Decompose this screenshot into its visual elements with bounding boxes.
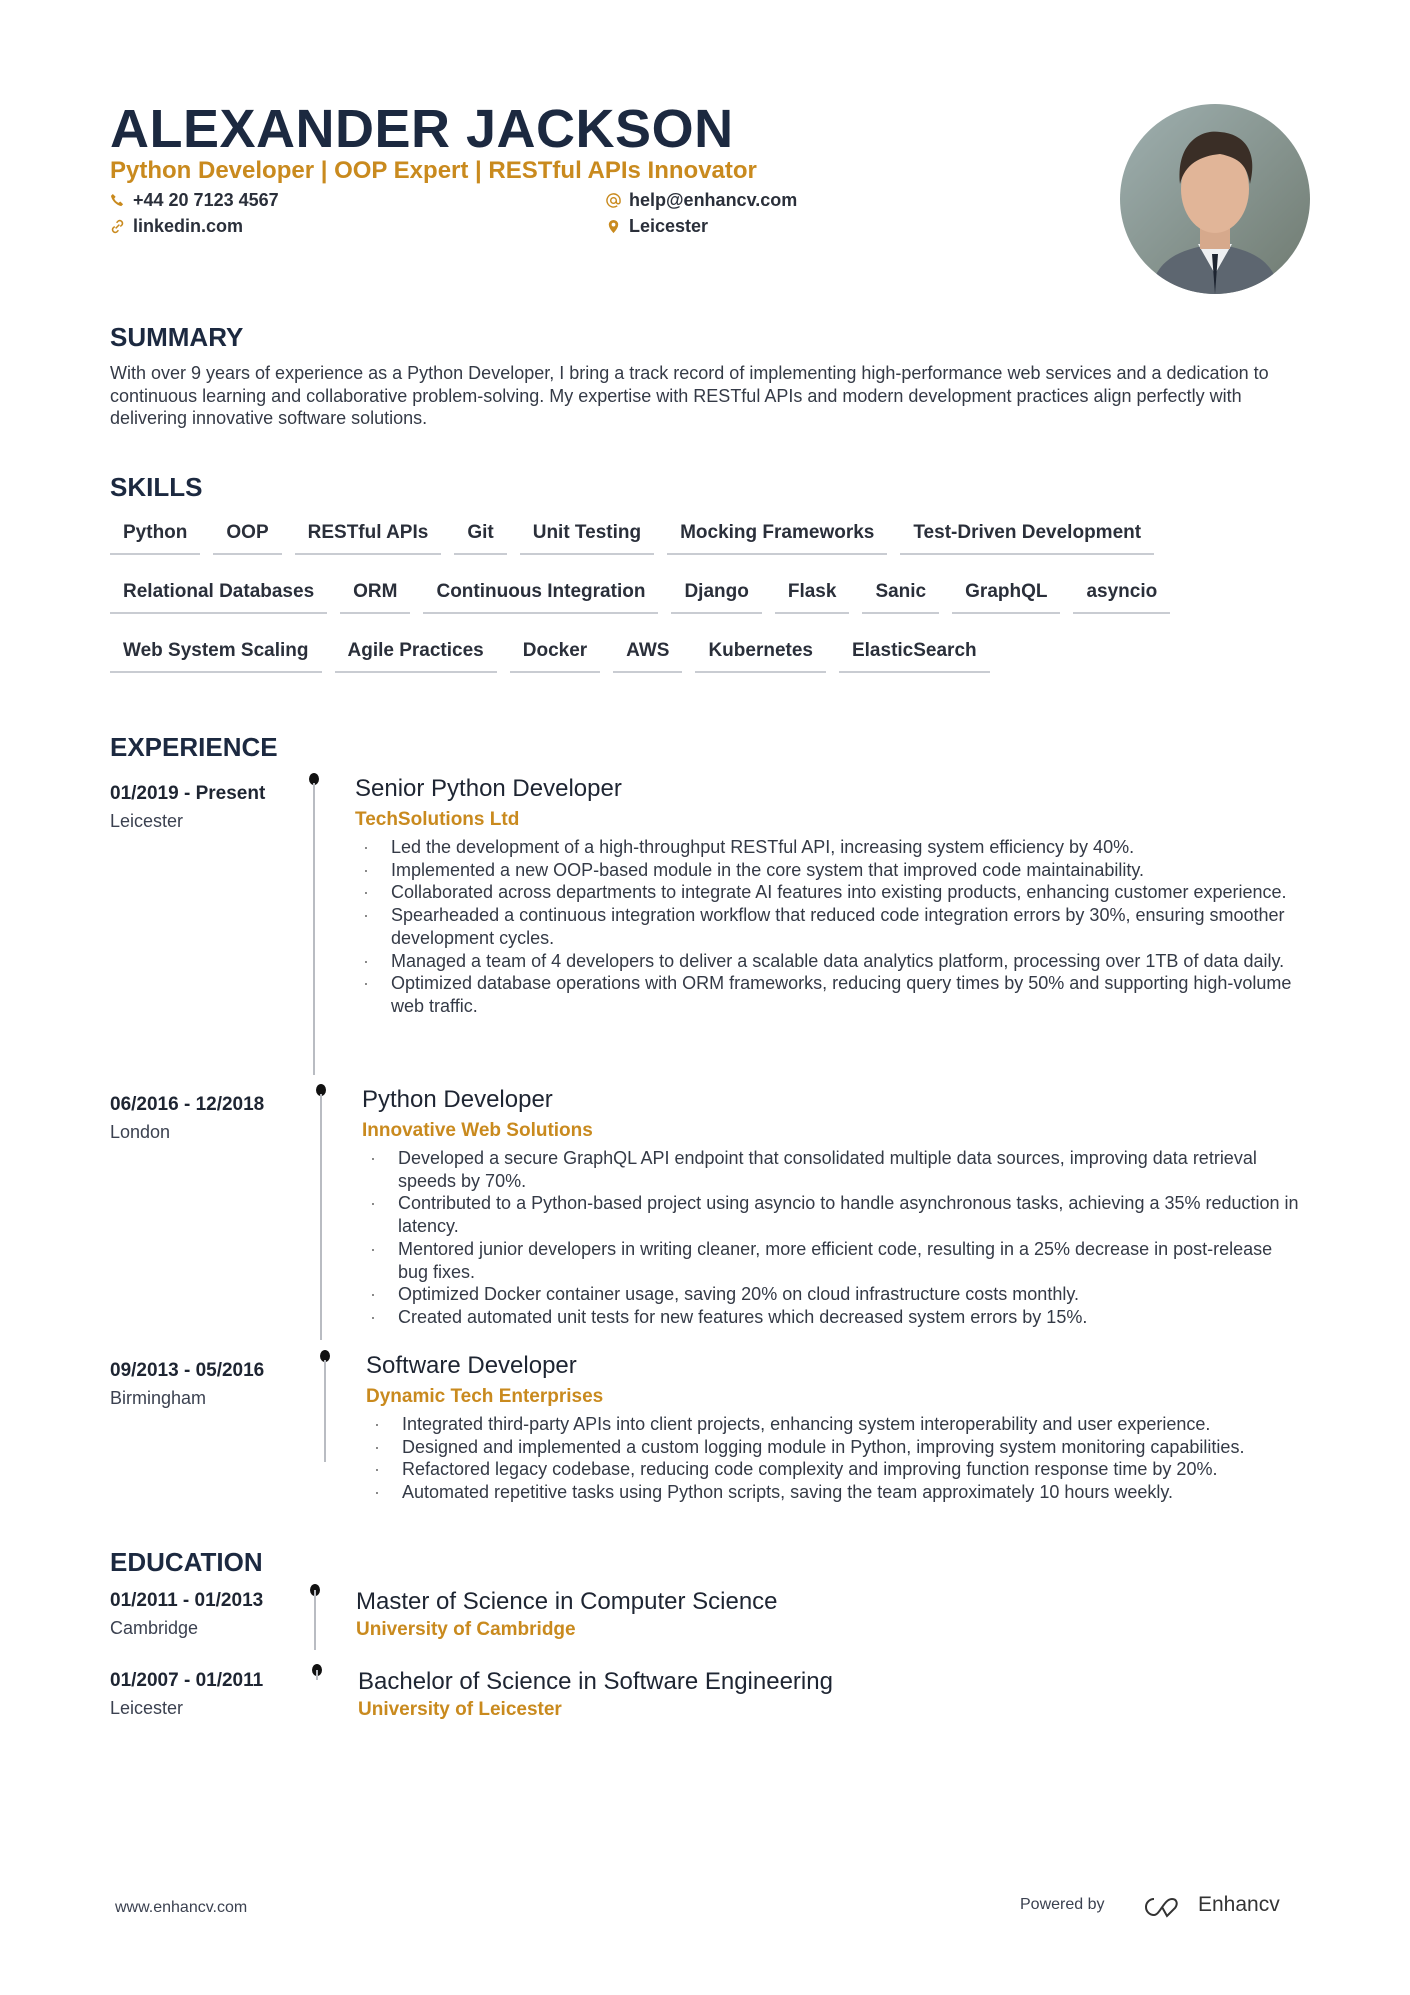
education-date: 01/2011 - 01/2013 xyxy=(110,1590,264,1611)
company-name: Innovative Web Solutions xyxy=(362,1120,593,1141)
experience-bullet: · Created automated unit tests for new features which decreased system errors by 15%. xyxy=(370,1306,1302,1329)
experience-bullet: · Developed a secure GraphQL API endpoint that consolidated multiple data sources, improving data retrieval speeds by 70%. xyxy=(370,1147,1302,1192)
experience-bullet: · Led the development of a high-throughput RESTful API, increasing system efficiency by 40%. xyxy=(363,836,1295,859)
experience-bullet: · Refactored legacy codebase, reducing code complexity and improving function response time by 20%. xyxy=(374,1458,1306,1481)
candidate-name: ALEXANDER JACKSON xyxy=(110,99,734,159)
company-name: TechSolutions Ltd xyxy=(355,809,520,830)
location-pin-icon xyxy=(606,219,621,234)
education-heading: EDUCATION xyxy=(110,1547,263,1577)
experience-date: 09/2013 - 05/2016 xyxy=(110,1360,265,1381)
email-text[interactable]: help@enhancv.com xyxy=(629,190,798,210)
powered-by-label: Powered by xyxy=(1020,1896,1105,1913)
education-date: 01/2007 - 01/2011 xyxy=(110,1670,264,1691)
candidate-title: Python Developer | OOP Expert | RESTful APIs Innovator xyxy=(110,157,757,184)
skill-tag: Mocking Frameworks xyxy=(667,516,887,555)
experience-date: 01/2019 - Present xyxy=(110,783,266,804)
skill-tag: Sanic xyxy=(862,575,939,614)
experience-entry xyxy=(355,775,1295,1018)
skill-tag: ElasticSearch xyxy=(839,634,990,673)
timeline-line xyxy=(314,1590,316,1650)
phone-icon xyxy=(110,193,125,208)
profile-photo xyxy=(1120,104,1310,294)
experience-location: Leicester xyxy=(110,811,184,831)
skill-tag: Django xyxy=(671,575,761,614)
experience-bullet: · Designed and implemented a custom logging module in Python, improving system monitoring capabilities. xyxy=(374,1436,1306,1459)
education-location: Leicester xyxy=(110,1698,184,1718)
skill-tag: Docker xyxy=(510,634,600,673)
enhancv-logo-icon xyxy=(1140,1895,1186,1919)
school-name: University of Cambridge xyxy=(356,1619,576,1640)
experience-bullet: · Optimized database operations with ORM frameworks, reducing query times by 50% and supporting high-volume web traffic. xyxy=(363,972,1295,1017)
experience-date: 06/2016 - 12/2018 xyxy=(110,1094,265,1115)
link-text[interactable]: linkedin.com xyxy=(133,216,244,236)
skill-tag: ORM xyxy=(340,575,410,614)
timeline-line xyxy=(313,783,315,1075)
skill-tag: GraphQL xyxy=(952,575,1060,614)
company-name: Dynamic Tech Enterprises xyxy=(366,1386,604,1407)
skill-tag: Unit Testing xyxy=(520,516,654,555)
skill-tag: asyncio xyxy=(1073,575,1170,614)
experience-bullet: · Optimized Docker container usage, saving 20% on cloud infrastructure costs monthly. xyxy=(370,1283,1302,1306)
experience-bullet: · Contributed to a Python-based project using asyncio to handle asynchronous tasks, achieving a 35% reduction in latency. xyxy=(370,1192,1302,1237)
skill-tag: Git xyxy=(454,516,506,555)
experience-entry xyxy=(362,1086,1302,1329)
skills-heading: SKILLS xyxy=(110,472,203,502)
experience-bullet: · Implemented a new OOP-based module in the core system that improved code maintainability. xyxy=(363,859,1295,882)
footer-website[interactable]: www.enhancv.com xyxy=(115,1899,248,1916)
skill-tag: Agile Practices xyxy=(335,634,497,673)
email-contact[interactable] xyxy=(606,190,797,211)
location-contact xyxy=(606,216,708,237)
degree-title: Master of Science in Computer Science xyxy=(356,1588,778,1615)
education-location: Cambridge xyxy=(110,1618,199,1638)
experience-heading: EXPERIENCE xyxy=(110,732,278,762)
enhancv-brand: Enhancv xyxy=(1198,1893,1280,1916)
summary-heading: SUMMARY xyxy=(110,322,244,352)
skill-tag: Relational Databases xyxy=(110,575,327,614)
skill-tag: Python xyxy=(110,516,200,555)
experience-location: Birmingham xyxy=(110,1388,207,1408)
skill-tag: Test-Driven Development xyxy=(900,516,1154,555)
phone-text: +44 20 7123 4567 xyxy=(133,190,279,210)
skill-tag: Flask xyxy=(775,575,850,614)
location-text: Leicester xyxy=(629,216,709,236)
phone-contact xyxy=(110,190,279,211)
school-name: University of Leicester xyxy=(358,1699,562,1720)
link-contact[interactable] xyxy=(110,216,243,237)
experience-bullet: · Automated repetitive tasks using Python scripts, saving the team approximately 10 hours weekly. xyxy=(374,1481,1306,1504)
experience-bullet: · Spearheaded a continuous integration workflow that reduced code integration errors by 30%, ensuring smoother development cycles. xyxy=(363,904,1295,949)
skill-tag: Web System Scaling xyxy=(110,634,322,673)
skill-tag: AWS xyxy=(613,634,682,673)
link-icon xyxy=(110,219,125,234)
timeline-line xyxy=(316,1670,318,1680)
at-icon xyxy=(606,193,621,208)
timeline-line xyxy=(324,1360,326,1462)
skill-tag: RESTful APIs xyxy=(295,516,442,555)
skill-tag: Kubernetes xyxy=(695,634,826,673)
experience-entry xyxy=(366,1352,1306,1504)
job-title: Senior Python Developer xyxy=(355,775,622,802)
experience-bullet: · Collaborated across departments to integrate AI features into existing products, enhancing customer experience. xyxy=(363,881,1295,904)
summary-text: With over 9 years of experience as a Python Developer, I bring a track record of implementing high-performance web services and a dedication to continuous learning and collaborative problem-solving. My expertise with RESTful APIs and modern development practices align perfectly with delivering innovative software solutions. xyxy=(110,363,1269,428)
skills-list xyxy=(110,516,1310,673)
skill-tag: Continuous Integration xyxy=(423,575,658,614)
experience-bullet: · Mentored junior developers in writing cleaner, more efficient code, resulting in a 25% decrease in post-release bug fixes. xyxy=(370,1238,1302,1283)
job-title: Python Developer xyxy=(362,1086,553,1113)
experience-bullet: · Managed a team of 4 developers to deliver a scalable data analytics platform, processing over 1TB of data daily. xyxy=(363,950,1295,973)
experience-bullet: · Integrated third-party APIs into client projects, enhancing system interoperability and user experience. xyxy=(374,1413,1306,1436)
job-title: Software Developer xyxy=(366,1352,577,1379)
degree-title: Bachelor of Science in Software Engineering xyxy=(358,1668,833,1695)
timeline-line xyxy=(320,1094,322,1340)
skill-tag: OOP xyxy=(213,516,281,555)
experience-location: London xyxy=(110,1122,171,1142)
